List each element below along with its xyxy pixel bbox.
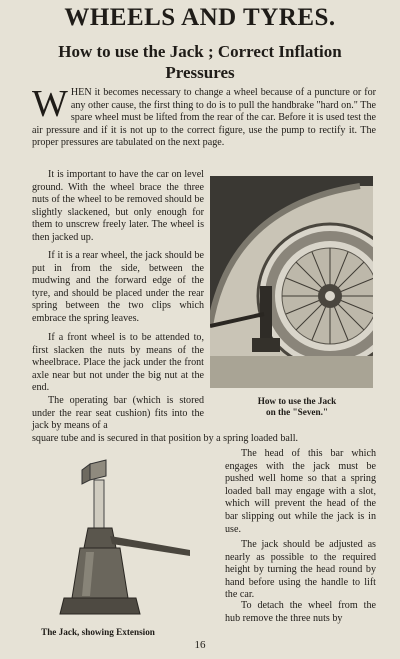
figure1-caption-line2: on the "Seven." [265, 407, 328, 417]
intro-lead-text: HEN it becomes necessary to change a wheel because of a puncture or for any other cause, the first thing to do is to pull the handbrake "hard on." The spare wheel must be lifted from the rear of the car. [70, 87, 376, 124]
wheel-jack-illustration [210, 176, 373, 388]
paragraph-rear-wheel: If it is a rear wheel, the jack should be put in from the side, between the mudwing and the forward edge of the tyre, and should be placed under the rear spring between the two clips which embrace the spring leaves. [32, 250, 204, 324]
drop-cap: W [32, 83, 68, 125]
intro-paragraph [32, 83, 376, 150]
section-title [0, 41, 400, 83]
paragraph-bar-head: The head of this bar which engages with the jack must be pushed well home so that a spring loaded ball may engage with a slot, which will prevent the head of the bar slipping out while the jack is in use. [225, 448, 376, 535]
section-title-line2: Pressures [165, 63, 235, 82]
figure1-caption [232, 396, 362, 418]
chapter-title: WHEELS AND TYRES. [64, 4, 336, 31]
paragraph-jack-adjust: The jack should be adjusted as nearly as possible to the required height by turning the head round by hand before using the handle to lift the car. [225, 539, 376, 601]
paragraph-detach-wheel: To detach the wheel from the hub remove the three nuts by [225, 600, 376, 624]
paragraph-operating-bar-cont: square tube and is secured in that position by a spring loaded ball. [32, 433, 299, 444]
figure2-caption: The Jack, showing Extension [41, 627, 155, 637]
section-title-line1: How to use the Jack ; Correct Inflation [58, 42, 342, 61]
jack-extension-illustration [50, 458, 200, 618]
page-number: 16 [194, 639, 206, 651]
paragraph-level-ground: It is important to have the car on level ground. With the wheel brace the three nuts of the wheel to be removed should be slightly slackened, but only enough for them to unscrew freely later. The wheel is then jacked up. [32, 169, 204, 243]
paragraph-operating-bar: The operating bar (which is stored under the rear seat cushion) fits into the jack by means of a [32, 395, 204, 432]
intro-rest-text: Before it is used test the air pressure and if it is not up to the correct figure, use the pump to rectify it. The proper pressures are tabulated on the next page. [32, 112, 376, 149]
paragraph-front-wheel: If a front wheel is to be attended to, first slacken the nuts by means of the wheelbrace. Place the jack under the front axle near but not under the big nut at the end. [32, 332, 204, 394]
figure1-caption-line1: How to use the Jack [257, 396, 337, 406]
